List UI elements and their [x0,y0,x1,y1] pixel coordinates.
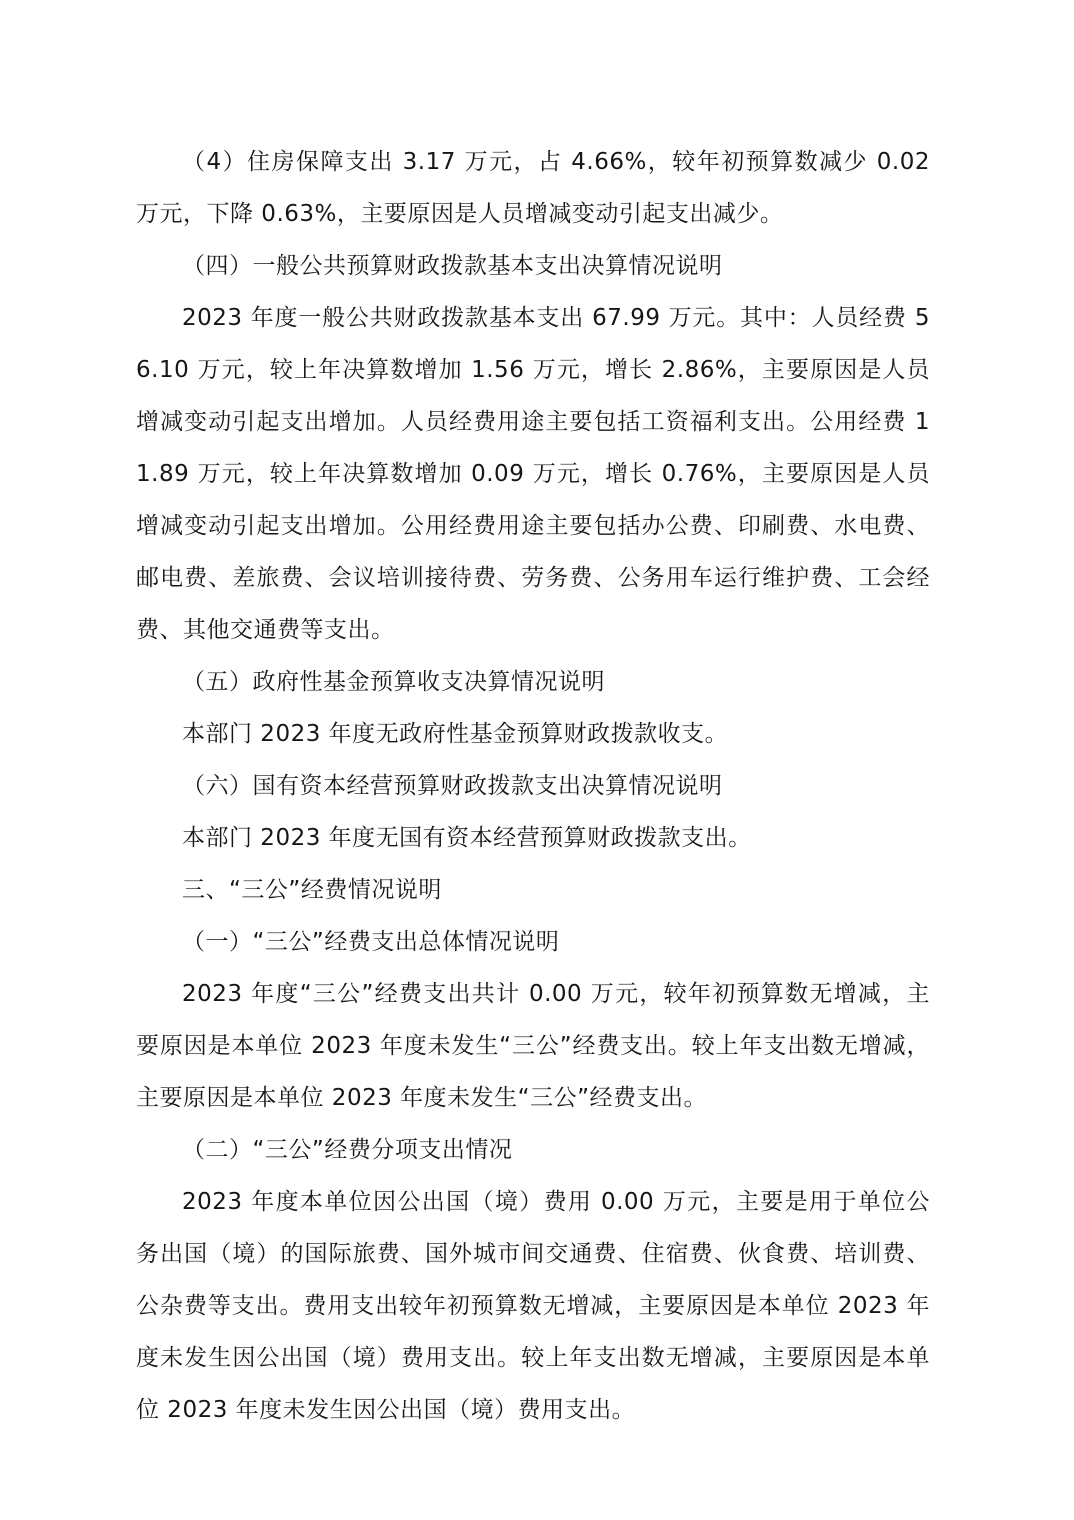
para-housing-support-expenditure: （4）住房保障支出 3.17 万元，占 4.66%，较年初预算数减少 0.02 万元，下降 0.63%，主要原因是人员增减变动引起支出减少。 [136,149,930,227]
document-body [136,136,930,1436]
para-government-fund-budget: 本部门 2023 年度无政府性基金预算财政拨款收支。 [182,721,729,747]
para-basic-expenditure-details: 2023 年度一般公共财政拨款基本支出 67.99 万元。其中：人员经费 56.10 万元，较上年决算数增加 1.56 万元，增长 2.86%，主要原因是人员增减变动引起支出增加。人员经费用途主要包括工资福利支出。公用经费 11.89 万元，较上年决算数增加 0.09 万元，增长 0.76%，主要原因是人员增减变动引起支出增加。公用经费用途主要包括办公费、印刷费、水电费、邮电费、差旅费、会议培训接待费、劳务费、公务用车运行维护费、工会经费、其他交通费等支出。 [136,305,930,643]
heading-section-5-government-fund-budget: （五）政府性基金预算收支决算情况说明 [182,669,605,695]
para-three-public-overall: 2023 年度“三公”经费支出共计 0.00 万元，较年初预算数无增减，主要原因是本单位 2023 年度未发生“三公”经费支出。较上年支出数无增减，主要原因是本单位 2023 年度未发生“三公”经费支出。 [136,981,930,1111]
heading-section-4-basic-expenditure: （四）一般公共预算财政拨款基本支出决算情况说明 [182,253,723,279]
heading-three-public-overall: （一）“三公”经费支出总体情况说明 [182,929,560,955]
heading-section-6-state-capital-budget: （六）国有资本经营预算财政拨款支出决算情况说明 [182,773,723,799]
para-overseas-travel-expense: 2023 年度本单位因公出国（境）费用 0.00 万元，主要是用于单位公务出国（境）的国际旅费、国外城市间交通费、住宿费、伙食费、培训费、公杂费等支出。费用支出较年初预算数无增减，主要原因是本单位 2023 年度未发生因公出国（境）费用支出。较上年支出数无增减，主要原因是本单位 2023 年度未发生因公出国（境）费用支出。 [136,1189,930,1423]
heading-three-public-itemized: （二）“三公”经费分项支出情况 [182,1137,513,1163]
para-state-capital-budget: 本部门 2023 年度无国有资本经营预算财政拨款支出。 [182,825,752,851]
heading-three-public-funds: 三、“三公”经费情况说明 [182,877,442,903]
